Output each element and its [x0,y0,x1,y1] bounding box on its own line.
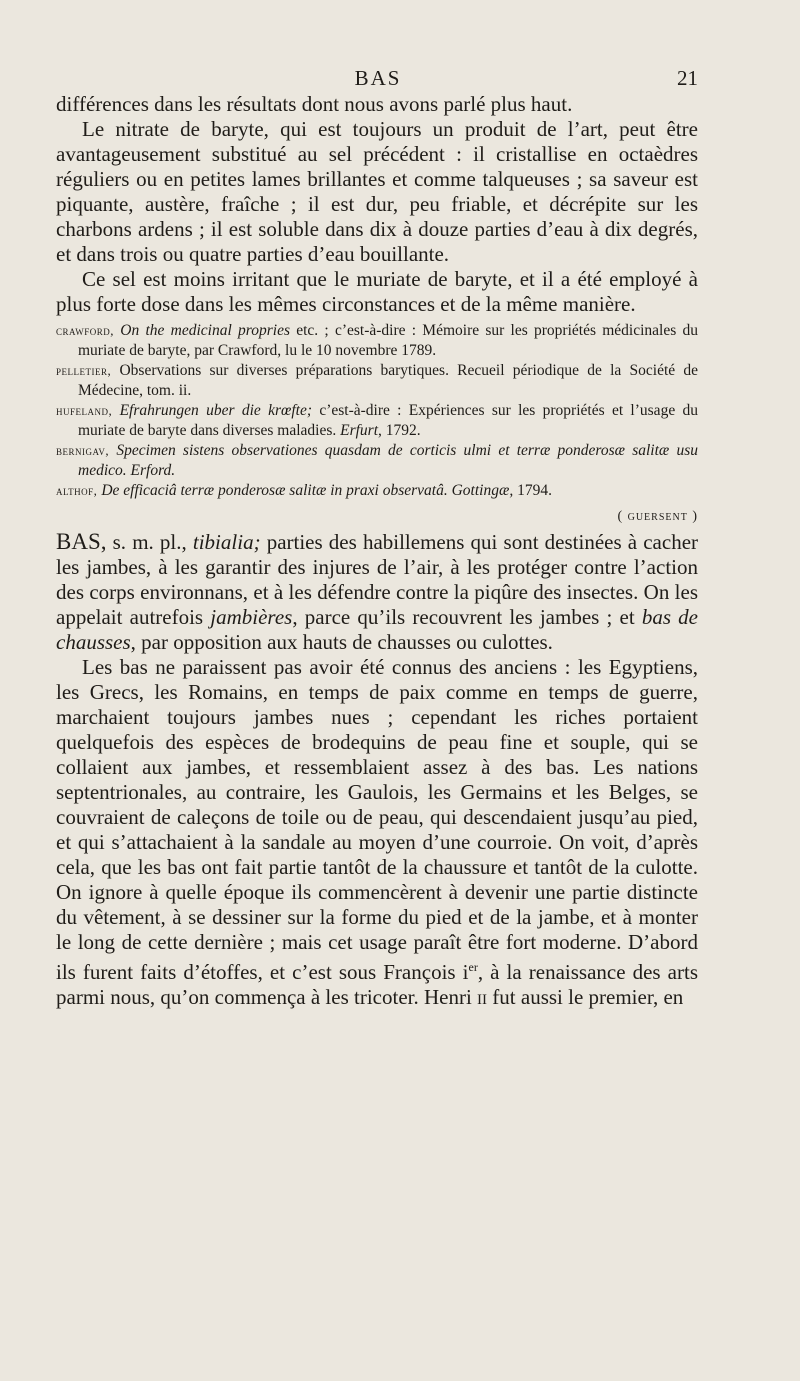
paragraph-irritant: Ce sel est moins irritant que le muriate de baryte, et il a été employé à plus forte dose dans les mêmes circonstances et de la même manière. [56,267,698,316]
entry-headword: BAS, [56,529,107,554]
history-superscript: er [468,960,478,974]
entry-bas [56,529,698,655]
ref-title: On the medicinal propries [120,322,290,339]
ref-author: pelletier, [56,363,112,378]
ref-year: 1794. [513,482,552,499]
reference-hufeland [56,401,698,441]
ref-title: Efrahrungen uber die krœfte; [119,402,312,419]
reference-pelletier [56,361,698,401]
ref-title: Specimen sistens observationes quasdam de corticis ulmi et terræ ponderosæ salitæ usu medico. Erford. [78,442,698,479]
history-text: Les bas ne paraissent pas avoir été connus des anciens : les Egyptiens, les Grecs, les Romains, en temps de paix comme en temps de guerre, marchaient toujours jambes nues ; cependant les riches portaient quelquefois des espèces de brodequins de peau fine et souple, qui se collaient aux jambes, et ressemblaient assez à des bas. Les nations septentrionales, au contraire, les Gaulois, les Germains et les Belges, se couvraient de caleçons de toile ou de peau, qui descendaient jusqu’au pied, et qui s’attachaient à la sandale au moyen d’une courroie. On voit, d’après cela, que les bas ont fait partie tantôt de la chaussure et tantôt de la culotte. On ignore à quelle époque ils commencèrent à devenir une partie distincte du vêtement, à se dessiner sur la forme du pied et de la jambe, et à monter le long de cette dernière ; mais cet usage paraît être fort moderne. D’abord ils furent faits d’étoffes, et c’est sous François [56,655,698,984]
page-number: 21 [677,66,698,90]
ref-author: althof, [56,483,98,498]
entry-definition: , par opposition aux hauts de chausses ou culottes. [130,630,553,654]
paragraph-continuation: différences dans les résultats dont nous avons parlé plus haut. [56,92,573,116]
entry-term: jambières [210,605,293,629]
ref-author: crawford, [56,323,115,338]
references [56,321,698,501]
entry-latin: tibialia; [192,530,261,554]
reference-althof [56,481,698,501]
ref-year: , 1792. [378,422,421,439]
running-head: BAS [354,66,402,90]
history-text: fut aussi le premier, en [487,985,684,1009]
paragraph-history [56,655,698,1010]
ref-title: De efficaciâ terræ ponderosæ salitæ in praxi observatâ. Gottingæ, [101,482,514,499]
paragraph-nitrate: Le nitrate de baryte, qui est toujours un produit de l’art, peut être avantageusement substitué au sel précédent : il cristallise en octaèdres réguliers ou en petites lames brillantes et comme talqueuses ; sa saveur est piquante, austère, fraîche ; il est dur, peu friable, et décrépite sur les charbons ardens ; il est soluble dans dix à douze parties d’eau à dix degrés, et dans trois ou quatre parties d’eau bouillante. [56,117,698,266]
history-roman: i [462,960,469,984]
history-text: , à la renaissance des arts parmi nous, qu’on commença à les tricoter. Henri [56,960,698,1009]
ref-text: c’est-à-dire : Expériences sur les propriétés et l’usage du muriate de baryte dans diverses maladies. [78,402,699,439]
author-signature: ( guersent ) [617,509,698,524]
reference-bernigav [56,441,698,481]
ref-author: hufeland, [56,403,113,418]
entry-definition: , parce qu’ils recouvrent les jambes ; et [292,605,642,629]
entry-grammar: s. m. pl., [106,530,193,554]
history-roman: ii [477,985,488,1009]
ref-author: bernigav, [56,443,110,458]
entry-definition: parties des habillemens qui sont destinées à cacher les jambes, à les garantir des injures de l’air, à les protéger contre l’action des corps environnans, et à les défendre contre la piqûre des insectes. On les appelait autrefois [56,530,699,629]
body-text [56,92,698,1010]
ref-place: Erfurt [340,422,379,439]
ref-text: etc. ; c’est-à-dire : Mémoire sur les propriétés médicinales du muriate de baryte, par Crawford, lu le 10 novembre 1789. [78,322,698,359]
ref-text: Observations sur diverses préparations barytiques. Recueil périodique de la Société de Médecine, tom. ii. [78,362,698,399]
entry-term: bas de chausses [56,605,698,654]
reference-crawford [56,321,698,361]
